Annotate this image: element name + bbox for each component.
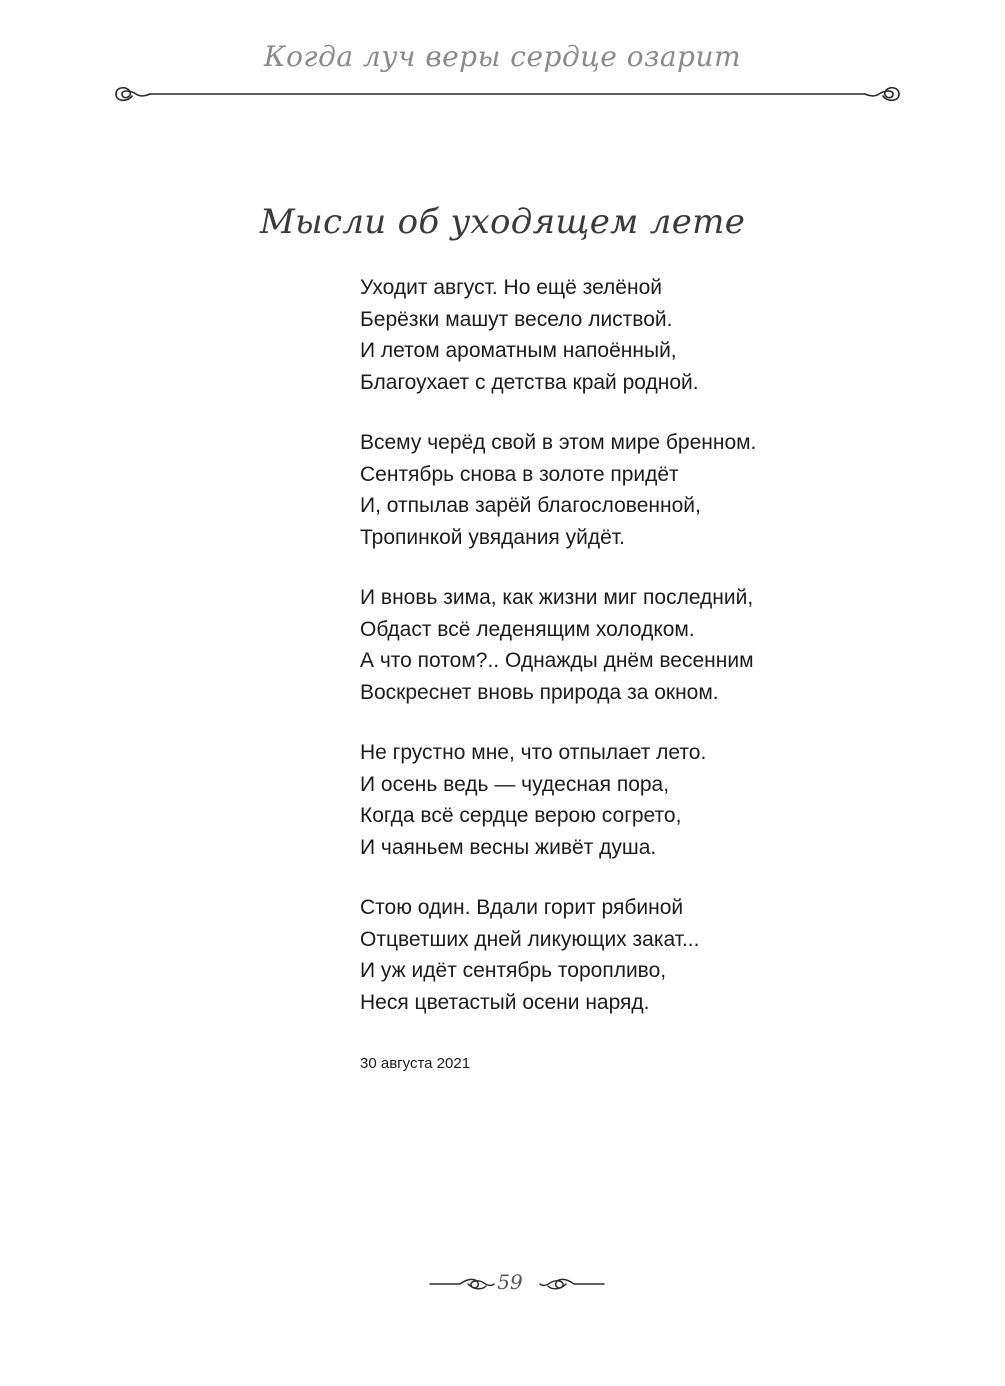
poem-line: Когда всё сердце верою согрето, (360, 804, 682, 827)
poem-line: А что потом?.. Однажды днём весенним (360, 649, 754, 672)
stanza (360, 582, 920, 708)
poem-line: Стою один. Вдали горит рябиной (360, 896, 684, 919)
poem-line: Берёзки машут весело листвой. (360, 307, 673, 331)
poem-line: И вновь зима, как жизни миг последний, (360, 586, 754, 609)
running-header-title: Когда луч веры сердце озарит (263, 40, 742, 73)
poem-line: Отцветших дней ликующих закат... (360, 927, 700, 951)
poem-line: Обдаст всё леденящим холодком. (360, 617, 695, 641)
poem-line: Тропинкой увядания уйдёт. (360, 525, 625, 549)
page-footer (0, 1270, 1005, 1300)
poem-title: Мысли об уходящем лете (259, 202, 746, 242)
header-ornament-rule (110, 82, 905, 106)
poem-line: Уходит август. Но ещё зелёной (360, 276, 662, 299)
poem-line: Всему черёд свой в этом мире бренном. (360, 431, 757, 454)
poem-line: И, отпылав зарёй благословенной, (360, 494, 701, 517)
stanza (360, 272, 920, 398)
poem-line: Благоухает с детства край родной. (360, 370, 699, 394)
poem-line: Сентябрь снова в золоте придёт (360, 462, 679, 486)
poem-line: Неся цветастый осени наряд. (360, 990, 650, 1014)
stanza (360, 737, 920, 863)
poem-date: 30 августа 2021 (360, 1055, 471, 1072)
footer-ornament-right-icon (536, 1274, 606, 1294)
poem-line: И чаяньем весны живёт душа. (360, 835, 657, 859)
stanza (360, 892, 920, 1018)
page-number: 59 (497, 1270, 523, 1294)
poem-line: И летом ароматным напоённый, (360, 339, 677, 362)
poem-line: Воскреснет вновь природа за окном. (360, 680, 719, 704)
poem-line: Не грустно мне, что отпылает лето. (360, 741, 707, 764)
stanza (360, 427, 920, 553)
poem-body (360, 272, 920, 1047)
poem-line: И осень ведь — чудесная пора, (360, 772, 670, 796)
poem-line: И уж идёт сентябрь торопливо, (360, 959, 667, 982)
